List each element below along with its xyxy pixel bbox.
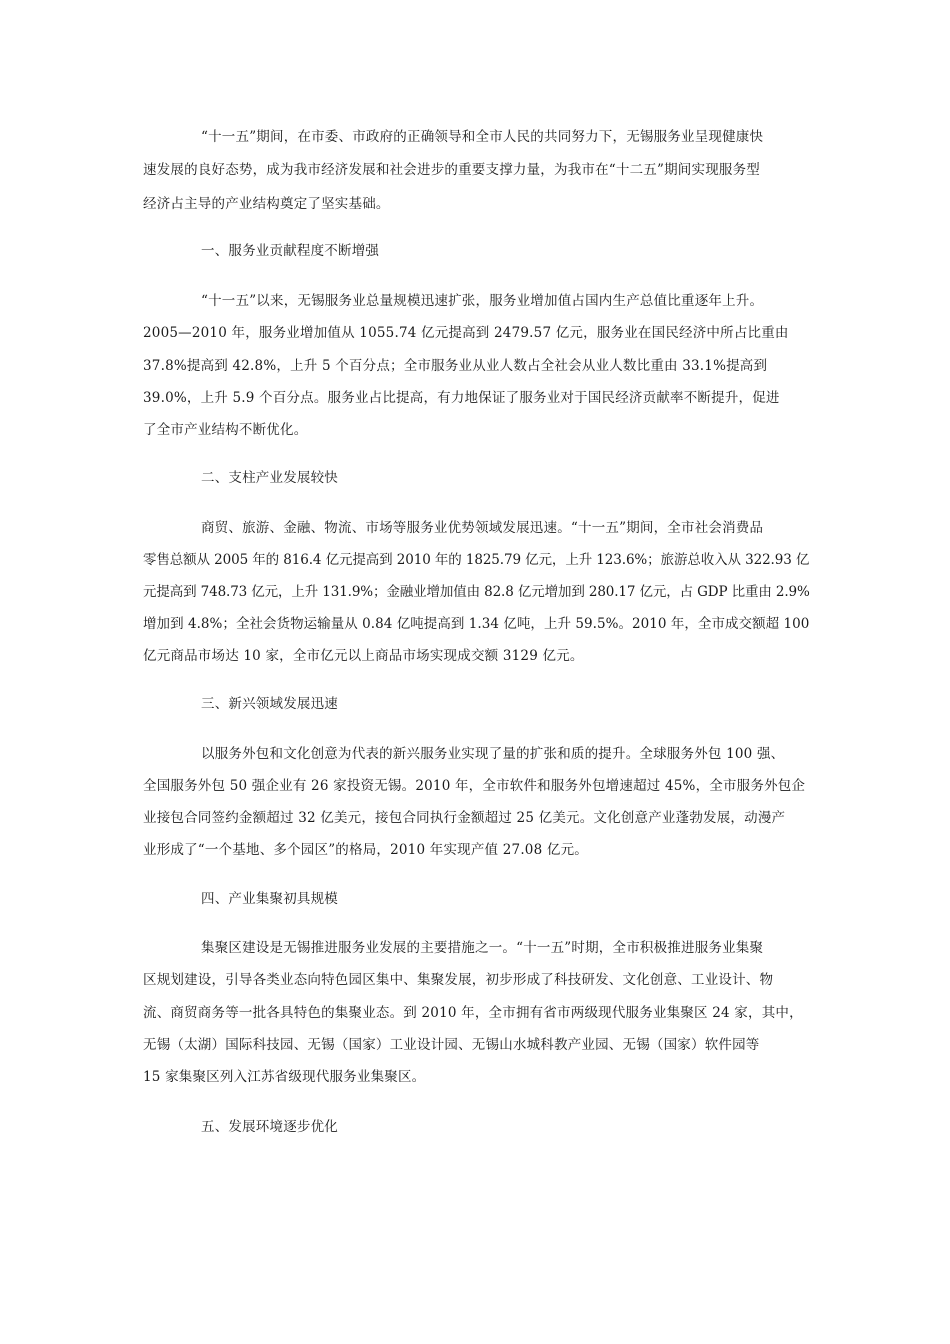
- paragraph-line: 无锡（太湖）国际科技园、无锡（国家）工业设计园、无锡山水城科教产业园、无锡（国家）软件园等: [143, 1037, 760, 1053]
- paragraph-line: “十一五”以来，无锡服务业总量规模迅速扩张，服务业增加值占国内生产总值比重逐年上升。: [201, 293, 764, 309]
- paragraph-line: 元提高到 748.73 亿元，上升 131.9%；金融业增加值由 82.8 亿元增加到 280.17 亿元，占 GDP 比重由 2.9%: [143, 584, 810, 600]
- paragraph-line: 增加到 4.8%；全社会货物运输量从 0.84 亿吨提高到 1.34 亿吨，上升 59.5%。2010 年，全市成交额超 100: [143, 616, 810, 632]
- intro-line: 速发展的良好态势，成为我市经济发展和社会进步的重要支撑力量，为我市在“十二五”期间实现服务型: [143, 162, 761, 178]
- section-heading: 三、新兴领域发展迅速: [201, 696, 338, 712]
- intro-line: 经济占主导的产业结构奠定了坚实基础。: [143, 196, 390, 212]
- paragraph-line: 区规划建设，引导各类业态向特色园区集中、集聚发展，初步形成了科技研发、文化创意、工业设计、物: [143, 972, 774, 988]
- paragraph-line: 商贸、旅游、金融、物流、市场等服务业优势领域发展迅速。“十一五”期间，全市社会消费品: [201, 520, 764, 536]
- paragraph-line: 37.8%提高到 42.8%，上升 5 个百分点；全市服务业从业人数占全社会从业人数比重由 33.1%提高到: [143, 358, 768, 374]
- section-heading: 一、服务业贡献程度不断增强: [201, 243, 380, 259]
- paragraph-line: 业形成了“一个基地、多个园区”的格局，2010 年实现产值 27.08 亿元。: [143, 842, 588, 858]
- paragraph-line: 以服务外包和文化创意为代表的新兴服务业实现了量的扩张和质的提升。全球服务外包 100 强、: [201, 746, 785, 762]
- paragraph-line: 流、商贸商务等一批各具特色的集聚业态。到 2010 年，全市拥有省市两级现代服务业集聚区 24 家，其中，: [143, 1005, 803, 1021]
- paragraph-line: 零售总额从 2005 年的 816.4 亿元提高到 2010 年的 1825.79 亿元，上升 123.6%；旅游总收入从 322.93 亿: [143, 552, 810, 568]
- paragraph-line: 全国服务外包 50 强企业有 26 家投资无锡。2010 年，全市软件和服务外包增速超过 45%，全市服务外包企: [143, 778, 806, 794]
- section-heading: 四、产业集聚初具规模: [201, 891, 338, 907]
- paragraph-line: 39.0%，上升 5.9 个百分点。服务业占比提高，有力地保证了服务业对于国民经济贡献率不断提升，促进: [143, 390, 780, 406]
- section-heading: 二、支柱产业发展较快: [201, 470, 338, 486]
- paragraph-line: 业接包合同签约金额超过 32 亿美元，接包合同执行金额超过 25 亿美元。文化创意产业蓬勃发展，动漫产: [143, 810, 786, 826]
- section-heading: 五、发展环境逐步优化: [201, 1119, 338, 1135]
- paragraph-line: 集聚区建设是无锡推进服务业发展的主要措施之一。“十一五”时期，全市积极推进服务业集聚: [201, 940, 764, 956]
- paragraph-line: 15 家集聚区列入江苏省级现代服务业集聚区。: [143, 1069, 426, 1085]
- intro-line: “十一五”期间，在市委、市政府的正确领导和全市人民的共同努力下，无锡服务业呈现健康快: [201, 129, 764, 145]
- paragraph-line: 2005—2010 年，服务业增加值从 1055.74 亿元提高到 2479.57 亿元，服务业在国民经济中所占比重由: [143, 325, 789, 341]
- paragraph-line: 了全市产业结构不断优化。: [143, 422, 308, 438]
- paragraph-line: 亿元商品市场达 10 家，全市亿元以上商品市场实现成交额 3129 亿元。: [143, 648, 584, 664]
